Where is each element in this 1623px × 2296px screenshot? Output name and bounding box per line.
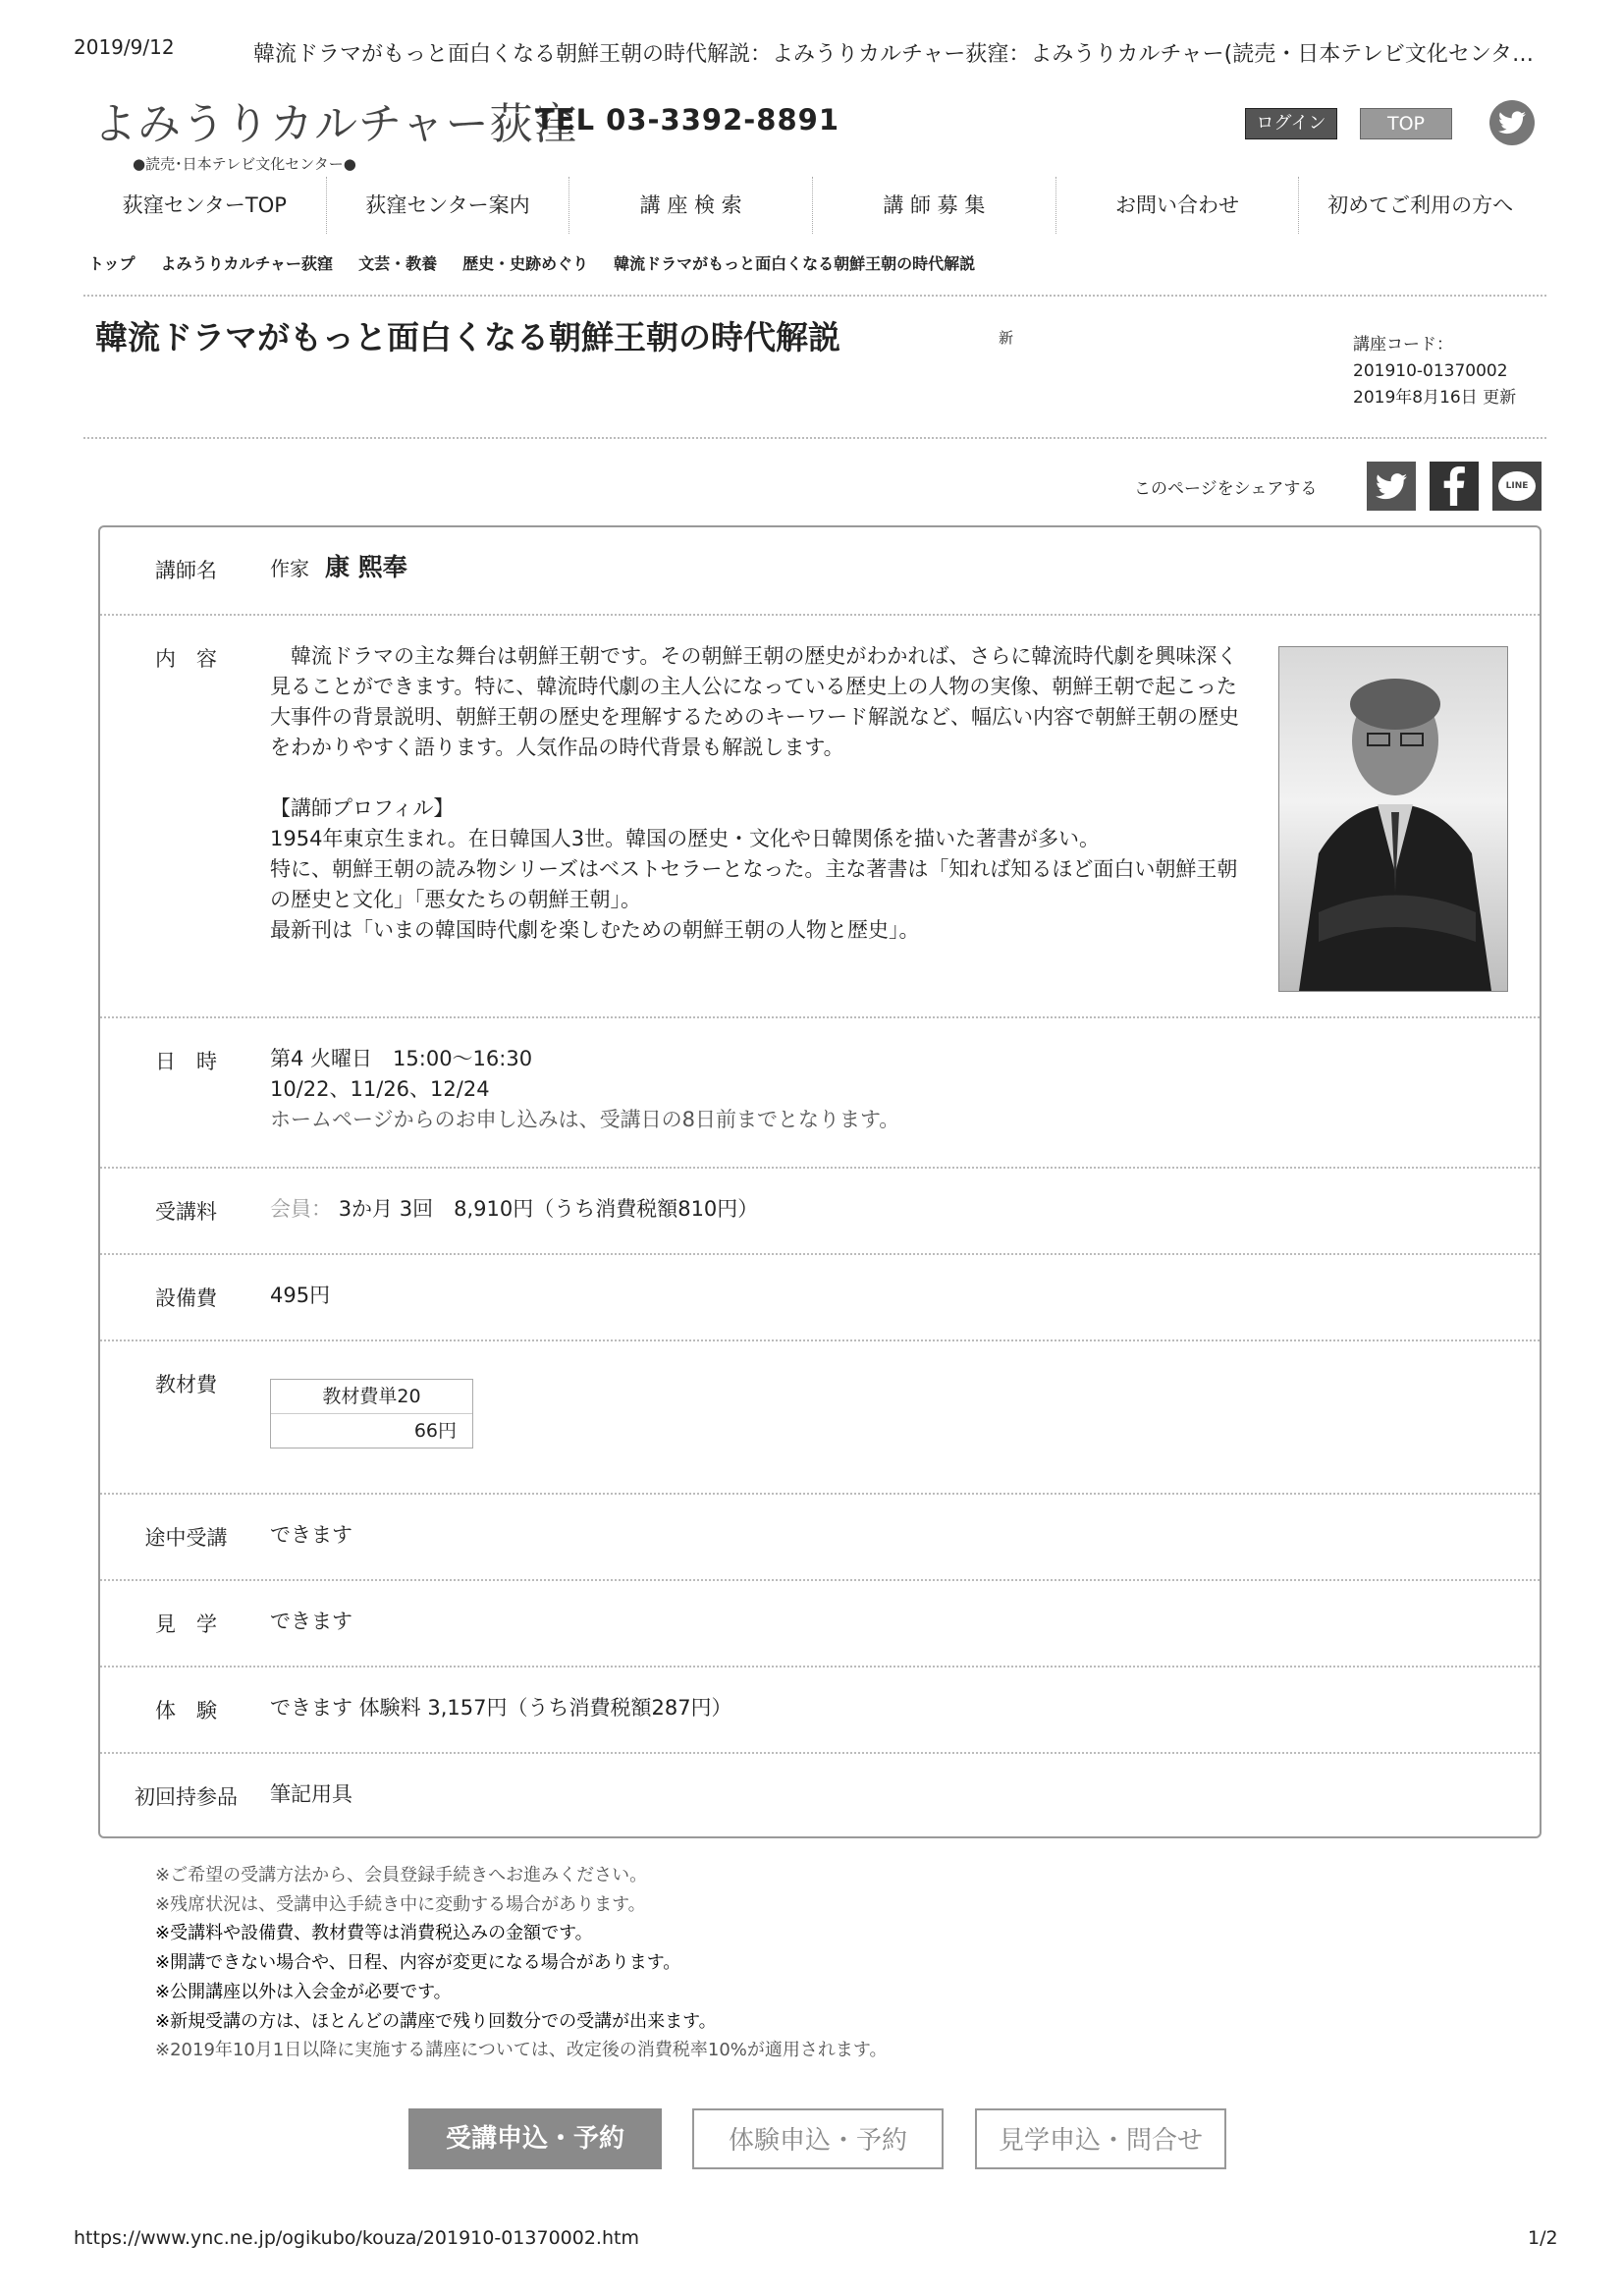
equipment-label: 設備費 [155,1286,217,1310]
row-materials [100,1339,1540,1495]
row-equipment [100,1253,1540,1341]
lecturer-value [270,552,407,584]
share-facebook-icon[interactable] [1430,462,1479,511]
updated-date: 2019年8月16日 更新 [1353,388,1517,408]
breadcrumb-item[interactable]: 歴史・史跡めぐり [462,254,589,273]
materials-item-name: 教材費単20 [322,1386,421,1407]
row-trial [100,1666,1540,1754]
nav-center-info[interactable]: 荻窪センター案内 [327,177,570,234]
print-page-number: 1/2 [1528,2227,1558,2249]
visit-label: 見 学 [155,1613,217,1636]
midterm-label: 途中受講 [144,1526,228,1550]
equipment-value: 495円 [270,1284,331,1307]
content-label: 内 容 [155,647,217,671]
course-detail-table [98,525,1542,1838]
logo-text: よみうりカルチャー荻窪 [93,99,578,149]
nav-contact[interactable]: お問い合わせ [1056,177,1300,234]
login-button[interactable]: ログイン [1245,108,1337,139]
row-content [100,614,1540,1018]
course-title: 韓流ドラマがもっと面白くなる朝鮮王朝の時代解説 [95,318,840,356]
breadcrumb [88,251,975,274]
course-description: 韓流ドラマの主な舞台は朝鮮王朝です。その朝鮮王朝の歴史がわかれば、さらに韓流時代劇を興味深く見ることができます。特に、韓流時代劇の主人公になっている歴史上の人物の実像、朝鮮王朝で起こった大事件の背景説明、朝鮮王朝の歴史を理解するためのキーワード解説など、幅広い内容で朝鮮王朝の歴史をわかりやすく語ります。人気作品の時代背景も解説します。 [270,644,1239,759]
profile-line: 特に、朝鮮王朝の読み物シリーズはベストセラーとなった。主な著書は「知れば知るほど面白い朝鮮王朝の歴史と文化」「悪女たちの朝鮮王朝」。 [270,857,1238,911]
lecturer-title: 作家 [270,557,309,580]
tuition-label: 受講料 [155,1200,217,1224]
nav-first-time[interactable]: 初めてご利用の方へ [1327,193,1514,217]
twitter-icon[interactable] [1489,100,1535,145]
share-line-icon[interactable] [1492,462,1542,511]
breadcrumb-item[interactable]: 文芸・教養 [358,254,438,273]
breadcrumb-item[interactable]: よみうりカルチャー荻窪 [160,254,334,273]
materials-label: 教材費 [155,1373,217,1396]
note-item: ※開講できない場合や、日程、内容が変更になる場合があります。 [155,1952,681,1974]
new-badge: 新 [999,329,1014,347]
tuition-amount: 3か月 3回 8,910円（うち消費税額810円） [338,1197,759,1221]
apply-button[interactable]: 受講申込・予約 [408,2108,662,2169]
breadcrumb-item[interactable]: トップ [88,254,135,273]
content-value [270,641,1257,946]
note-item: ※公開講座以外は入会金が必要です。 [155,1981,452,2002]
row-tuition [100,1167,1540,1255]
schedule-label: 日 時 [155,1050,217,1073]
tuition-value [270,1194,758,1225]
profile-line: 1954年東京生まれ。在日韓国人3世。韓国の歴史・文化や日韓関係を描いた著書が多い。 [270,827,1101,850]
phone-number: TEL 03-3392-8891 [535,103,840,137]
print-url: https://www.ync.ne.jp/ogikubo/kouza/201910-01370002.htm [74,2227,639,2249]
top-button[interactable]: TOP [1360,108,1452,139]
bring-label: 初回持参品 [135,1785,238,1809]
course-code: 201910-01370002 [1353,361,1508,381]
nav-course-search[interactable]: 講 座 検 索 [569,177,813,234]
divider [83,295,1546,297]
row-bring [100,1752,1540,1836]
course-code-label: 講座コード： [1353,335,1453,355]
note-item: ※残席状況は、受講申込手続き中に変動する場合があります。 [155,1893,646,1915]
materials-item-value: 66円 [271,1413,472,1448]
site-logo[interactable] [93,88,578,173]
trial-value: できます 体験料 3,157円（うち消費税額287円） [270,1696,732,1720]
trial-apply-button[interactable]: 体験申込・予約 [692,2108,944,2169]
materials-fee-box [270,1379,473,1449]
nav-center-top[interactable]: 荻窪センターTOP [83,177,327,234]
note-item: ※2019年10月1日以降に実施する講座については、改定後の消費税率10%が適用されます。 [155,2040,888,2061]
main-nav [83,177,1542,234]
divider [83,437,1546,439]
member-label: 会員： [270,1197,332,1221]
row-lecturer [100,527,1540,614]
profile-heading: 【講師プロフィル】 [270,796,455,820]
print-date: 2019/9/12 [74,35,175,59]
breadcrumb-current: 韓流ドラマがもっと面白くなる朝鮮王朝の時代解説 [614,254,976,273]
course-code-block [1353,332,1516,411]
line-icon-text: LINE [1498,471,1536,501]
note-item: ※ご希望の受講方法から、会員登録手続きへお進みください。 [155,1865,648,1886]
schedule-dates: 10/22、11/26、12/24 [270,1077,490,1101]
profile-line: 最新刊は「いまの韓国時代劇を楽しむための朝鮮王朝の人物と歴史」。 [270,918,920,942]
note-item: ※受講料や設備費、教材費等は消費税込みの金額です。 [155,1923,593,1944]
schedule-value [270,1044,899,1135]
row-midterm [100,1493,1540,1581]
share-label: このページをシェアする [1134,479,1318,499]
visit-inquiry-button[interactable]: 見学申込・問合せ [975,2108,1226,2169]
schedule-note: ホームページからのお申し込みは、受講日の8日前までとなります。 [270,1108,900,1131]
trial-label: 体 験 [155,1699,217,1722]
lecturer-label: 講師名 [155,559,217,582]
bring-value: 筆記用具 [270,1782,352,1806]
schedule-day-time: 第4 火曜日 15:00〜16:30 [270,1047,533,1070]
print-page-title: 韓流ドラマがもっと面白くなる朝鮮王朝の時代解説：よみうりカルチャー荻窪：よみうりカルチャー(読売・日本テレビ文化センタ… [253,42,1534,67]
nav-lecturer-recruit[interactable]: 講 師 募 集 [813,177,1056,234]
row-visit [100,1579,1540,1667]
note-item: ※新規受講の方は、ほとんどの講座で残り回数分での受講が出来ます。 [155,2010,717,2032]
visit-value: できます [270,1610,352,1633]
lecturer-photo [1278,646,1508,992]
notes-list [155,1861,887,2065]
logo-subtitle: ●読売･日本テレビ文化センター● [133,155,356,173]
lecturer-name: 康 熙奉 [325,553,407,581]
midterm-value: できます [270,1523,352,1547]
share-twitter-icon[interactable] [1367,462,1416,511]
row-schedule [100,1016,1540,1169]
